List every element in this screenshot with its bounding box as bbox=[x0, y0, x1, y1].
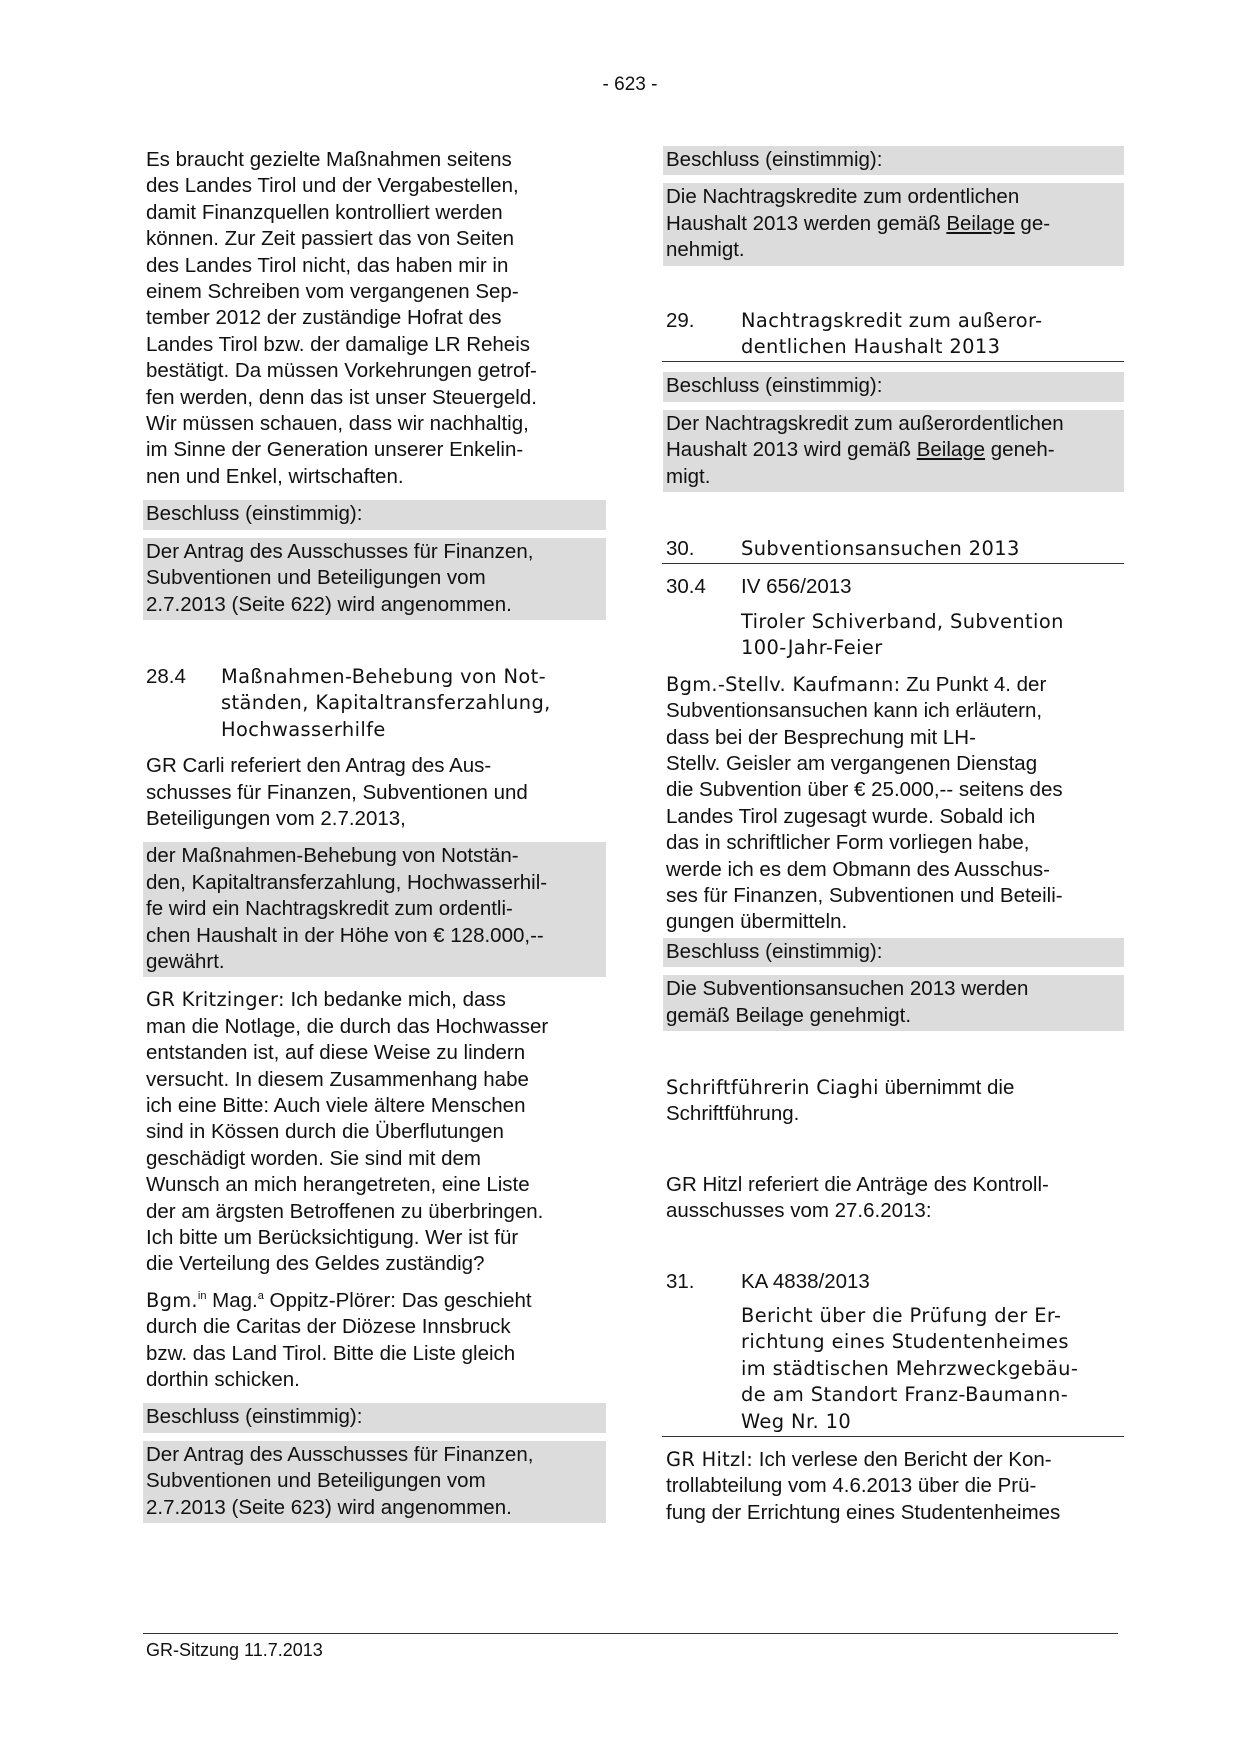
text-line: Landes Tirol bzw. der damalige LR Reheis bbox=[146, 332, 531, 356]
text-line: Wir müssen schauen, dass wir nachhaltig, bbox=[146, 412, 529, 436]
text-line: Die Nachtragskredite zum ordentlichen bbox=[666, 185, 1020, 209]
text-line: Der Antrag des Ausschusses für Finanzen, bbox=[146, 539, 534, 563]
beschluss-text-box bbox=[143, 538, 606, 620]
text-line: Der Nachtragskredit zum außerordentlichen bbox=[666, 411, 1064, 435]
right-column bbox=[666, 146, 1120, 1526]
kritzinger-paragraph bbox=[146, 987, 602, 1277]
text-line: ge- bbox=[1014, 211, 1051, 235]
carli-paragraph bbox=[146, 753, 602, 832]
text-line: den, Kapitaltransferzahlung, Hochwasserhil- bbox=[146, 870, 548, 894]
beschluss-label-box bbox=[663, 372, 1124, 401]
text-line: geneh- bbox=[985, 438, 1055, 462]
text-line: gewährt. bbox=[146, 949, 225, 973]
text-line: de am Standort Franz-Baumann- bbox=[741, 1383, 1069, 1407]
oppitz-paragraph bbox=[146, 1288, 602, 1394]
text-line: bestätigt. Da müssen Vorkehrungen getrof- bbox=[146, 359, 537, 383]
item-title: Subventionsansuchen 2013 bbox=[741, 537, 1020, 561]
text-line: Wunsch an mich herangetreten, eine Liste bbox=[146, 1173, 530, 1197]
item-number: 29. bbox=[666, 308, 695, 332]
item-number: 30. bbox=[666, 537, 695, 561]
superscript: a bbox=[257, 1289, 264, 1302]
beschluss-label: Beschluss (einstimmig): bbox=[666, 148, 883, 171]
speaker-name: GR Hitzl: bbox=[666, 1448, 754, 1472]
speaker-name: GR Kritzinger: bbox=[146, 988, 285, 1012]
text-line: Nachtragskredit zum außeror- bbox=[741, 308, 1043, 332]
text-line: man die Notlage, die durch das Hochwasser bbox=[146, 1014, 549, 1038]
text-line: ich eine Bitte: Auch viele ältere Menschen bbox=[146, 1094, 526, 1117]
text-line: nen und Enkel, wirtschaften. bbox=[146, 464, 404, 488]
beschluss-text-box bbox=[143, 1441, 606, 1523]
text-line: im Sinne der Generation unserer Enkelin- bbox=[146, 438, 524, 462]
text-line: Ich bitte um Berücksichtigung. Wer ist für bbox=[146, 1226, 519, 1250]
text-line: GR Carli referiert den Antrag des Aus- bbox=[146, 754, 492, 778]
text-line: tember 2012 der zuständige Hofrat des bbox=[146, 306, 502, 330]
text-line: Zu Punkt 4. der bbox=[900, 672, 1047, 696]
text-line: Bericht über die Prüfung der Er- bbox=[741, 1304, 1062, 1327]
text-line: fen werden, denn das ist unser Steuergeld. bbox=[146, 385, 537, 409]
kaufmann-paragraph bbox=[666, 672, 1120, 936]
text-line: der am ärgsten Betroffenen zu überbringen. bbox=[146, 1199, 544, 1223]
beschluss-text-box bbox=[663, 410, 1124, 492]
text-line: Maßnahmen-Behebung von Not- bbox=[221, 664, 547, 688]
beschluss-label-box bbox=[143, 500, 606, 529]
text-line: damit Finanzquellen kontrolliert werden bbox=[146, 200, 503, 224]
item-subtitle bbox=[662, 1303, 1124, 1437]
text-line: Ich verlese den Bericht der Kon- bbox=[753, 1448, 1052, 1472]
beschluss-text-box bbox=[663, 183, 1124, 265]
text-line: sind in Kössen durch die Überflutungen bbox=[146, 1120, 504, 1144]
text-line: Weg Nr. 10 bbox=[741, 1409, 852, 1433]
text-line: chen Haushalt in der Höhe von € 128.000,-- bbox=[146, 923, 544, 947]
speaker-name: Schriftführerin Ciaghi bbox=[666, 1075, 879, 1099]
intro-paragraph bbox=[146, 147, 602, 490]
text-line: die Subvention über € 25.000,-- seitens des bbox=[666, 778, 1063, 802]
ciaghi-paragraph bbox=[666, 1075, 1120, 1128]
text-line: dass bei der Besprechung mit LH- bbox=[666, 725, 976, 749]
text-line: gemäß Beilage genehmigt. bbox=[666, 1003, 912, 1027]
speaker-name: Bgm.-Stellv. Kaufmann: bbox=[666, 672, 901, 696]
text-line: Beteiligungen vom 2.7.2013, bbox=[146, 806, 406, 830]
hitzl-referat bbox=[666, 1172, 1120, 1225]
text-line: der Maßnahmen-Behebung von Notstän- bbox=[146, 844, 519, 868]
text-line: Tiroler Schiverband, Subvention bbox=[741, 609, 1064, 633]
item-title bbox=[741, 308, 1124, 361]
text-line: Subventionen und Beteiligungen vom bbox=[146, 566, 486, 590]
text-line: geschädigt worden. Sie sind mit dem bbox=[146, 1146, 482, 1170]
agenda-item-28-4 bbox=[146, 664, 602, 743]
text-line: ständen, Kapitaltransferzahlung, bbox=[221, 691, 551, 715]
text-line: Stellv. Geisler am vergangenen Dienstag bbox=[666, 751, 1038, 775]
antrag-box bbox=[143, 842, 606, 977]
beilage-link[interactable]: Beilage bbox=[916, 438, 986, 462]
beschluss-label: Beschluss (einstimmig): bbox=[666, 374, 883, 398]
text-line: einem Schreiben vom vergangenen Sep- bbox=[146, 280, 519, 304]
text-line: Ich bedanke mich, dass bbox=[284, 988, 506, 1012]
text-line: ausschusses vom 27.6.2013: bbox=[666, 1199, 932, 1223]
agenda-item-31 bbox=[666, 1269, 1120, 1295]
speaker-title: Bgm. bbox=[146, 1288, 198, 1312]
text-line: 2.7.2013 (Seite 623) wird angenommen. bbox=[146, 1495, 512, 1519]
text-line: des Landes Tirol und der Vergabestellen, bbox=[146, 174, 519, 198]
text-line: die Verteilung des Geldes zuständig? bbox=[146, 1252, 485, 1276]
agenda-item-30 bbox=[662, 536, 1124, 564]
text-line: das in schriftlicher Form vorliegen habe, bbox=[666, 831, 1030, 855]
item-title: KA 4838/2013 bbox=[741, 1269, 870, 1293]
item-title: IV 656/2013 bbox=[741, 575, 852, 599]
superscript: in bbox=[197, 1289, 207, 1302]
text-line: ses für Finanzen, Subventionen und Beteili- bbox=[666, 883, 1063, 907]
text-line: Haushalt 2013 wird gemäß bbox=[666, 438, 917, 462]
text-line: übernimmt die bbox=[878, 1075, 1015, 1099]
page-number: - 623 - bbox=[602, 74, 658, 95]
text-line: können. Zur Zeit passiert das von Seiten bbox=[146, 227, 515, 251]
agenda-item-29 bbox=[662, 308, 1124, 363]
hitzl-paragraph bbox=[666, 1447, 1120, 1526]
text-line: Es braucht gezielte Maßnahmen seitens bbox=[146, 148, 512, 171]
text-line: 2.7.2013 (Seite 622) wird angenommen. bbox=[146, 592, 512, 616]
beschluss-label: Beschluss (einstimmig): bbox=[146, 502, 363, 526]
text-line: migt. bbox=[666, 464, 711, 488]
text-line: werde ich es dem Obmann des Ausschus- bbox=[666, 857, 1050, 881]
text-line: im städtischen Mehrzweckgebäu- bbox=[741, 1356, 1079, 1380]
text-line: entstanden ist, auf diese Weise zu lindern bbox=[146, 1041, 526, 1065]
beschluss-label-box bbox=[663, 146, 1124, 175]
item-subtitle bbox=[666, 609, 1120, 662]
text-line: Die Subventionsansuchen 2013 werden bbox=[666, 977, 1029, 1001]
text-line: Der Antrag des Ausschusses für Finanzen, bbox=[146, 1442, 534, 1466]
item-number: 30.4 bbox=[666, 575, 706, 599]
beschluss-label: Beschluss (einstimmig): bbox=[146, 1405, 363, 1429]
left-column bbox=[146, 147, 602, 1523]
text-line: GR Hitzl referiert die Anträge des Kontroll- bbox=[666, 1172, 1049, 1196]
text-line: Oppitz-Plörer: Das geschieht bbox=[263, 1288, 532, 1312]
text-line: dentlichen Haushalt 2013 bbox=[741, 335, 1001, 359]
text-line: Landes Tirol zugesagt wurde. Sobald ich bbox=[666, 804, 1036, 828]
beschluss-label-box bbox=[663, 938, 1124, 967]
text-line: 100-Jahr-Feier bbox=[741, 636, 883, 660]
text-line: schusses für Finanzen, Subventionen und bbox=[146, 780, 528, 804]
text-line: des Landes Tirol nicht, das haben mir in bbox=[146, 253, 509, 277]
text-line: durch die Caritas der Diözese Innsbruck bbox=[146, 1315, 511, 1339]
text-line: bzw. das Land Tirol. Bitte die Liste gleich bbox=[146, 1341, 516, 1365]
beilage-link[interactable]: Beilage bbox=[946, 211, 1015, 235]
footer-text: GR-Sitzung 11.7.2013 bbox=[146, 1640, 323, 1660]
text-line: Subventionsansuchen kann ich erläutern, bbox=[666, 699, 1043, 723]
text-line: versucht. In diesem Zusammenhang habe bbox=[146, 1067, 529, 1091]
text-line: Hochwasserhilfe bbox=[221, 717, 386, 741]
item-number: 28.4 bbox=[146, 664, 186, 688]
text-line: gungen übermitteln. bbox=[666, 910, 848, 934]
text-line: Subventionen und Beteiligungen vom bbox=[146, 1469, 486, 1493]
beschluss-label-box bbox=[143, 1403, 606, 1432]
agenda-item-30-4 bbox=[666, 574, 1120, 600]
text-line: nehmigt. bbox=[666, 238, 745, 262]
footer-divider bbox=[143, 1633, 1118, 1634]
item-title bbox=[221, 664, 602, 743]
speaker-title: Mag. bbox=[206, 1288, 258, 1312]
text-line: Haushalt 2013 werden gemäß bbox=[666, 211, 947, 235]
text-line: fe wird ein Nachtragskredit zum ordentli- bbox=[146, 897, 513, 921]
text-line: dorthin schicken. bbox=[146, 1368, 300, 1392]
text-line: richtung eines Studentenheimes bbox=[741, 1330, 1069, 1354]
beschluss-text-box bbox=[663, 975, 1124, 1031]
beschluss-label: Beschluss (einstimmig): bbox=[666, 939, 883, 963]
item-number: 31. bbox=[666, 1269, 695, 1293]
text-line: Schriftführung. bbox=[666, 1102, 800, 1126]
text-line: fung der Errichtung eines Studentenheimes bbox=[666, 1500, 1061, 1524]
text-line: trollabteilung vom 4.6.2013 über die Prü- bbox=[666, 1474, 1037, 1498]
